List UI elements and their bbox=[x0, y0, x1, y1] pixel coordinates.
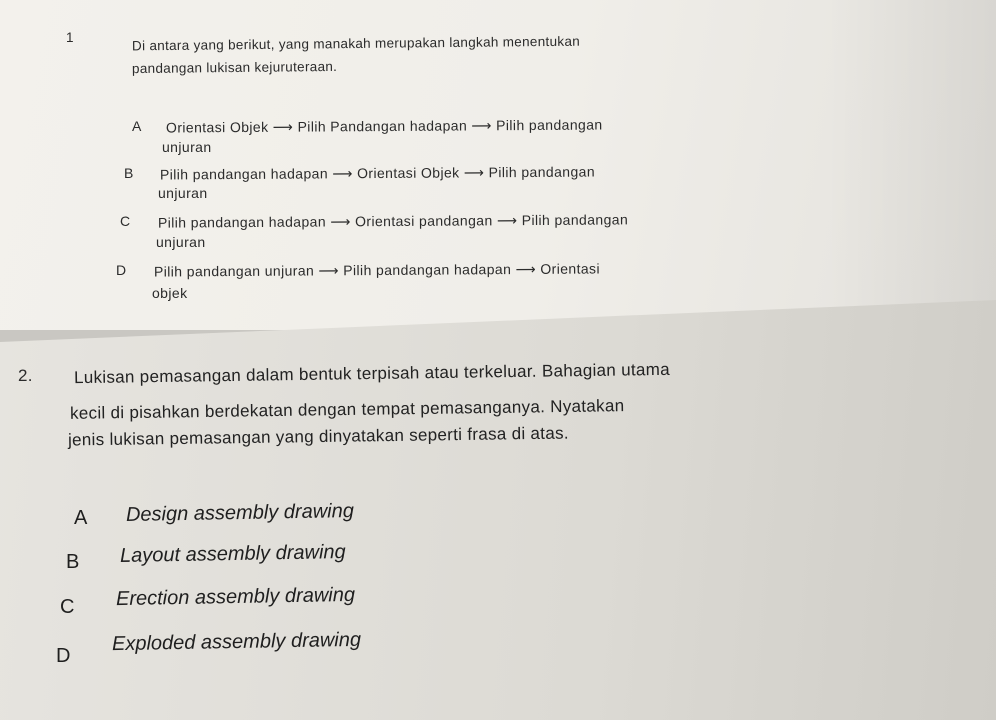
question-1-option-b-line2: unjuran bbox=[158, 185, 208, 201]
question-1-option-d-line2: objek bbox=[152, 285, 188, 301]
question-2-text-line1: Lukisan pemasangan dalam bentuk terpisah atau terkeluar. Bahagian utama bbox=[73, 359, 671, 388]
question-2-option-d-text: Exploded assembly drawing bbox=[111, 628, 362, 656]
question-1-option-c-line1: Pilih pandangan hadapan ⟶ Orientasi pandangan ⟶ Pilih pandangan bbox=[157, 211, 629, 231]
question-1-option-a-line2: unjuran bbox=[162, 139, 212, 155]
question-1-option-d-letter: D bbox=[116, 262, 127, 278]
question-1-text-line2: pandangan lukisan kejuruteraan. bbox=[131, 58, 338, 77]
question-1-option-c-letter: C bbox=[120, 213, 131, 229]
question-1-text-line1: Di antara yang berikut, yang manakah merupakan langkah menentukan bbox=[131, 33, 581, 54]
question-2-number: 2. bbox=[18, 366, 33, 385]
question-1-option-a-line1: Orientasi Objek ⟶ Pilih Pandangan hadapan ⟶ Pilih pandangan bbox=[165, 116, 603, 136]
question-1-option-b-letter: B bbox=[124, 165, 134, 181]
question-1-number: 1 bbox=[66, 30, 74, 45]
question-2-option-b-letter: B bbox=[66, 551, 80, 573]
question-2-option-c-text: Erection assembly drawing bbox=[115, 583, 356, 611]
question-2-text-line2: kecil di pisahkan berdekatan dengan tempat pemasanganya. Nyatakan bbox=[69, 396, 625, 423]
question-1-option-c-line2: unjuran bbox=[156, 234, 206, 250]
question-1-option-b-line1: Pilih pandangan hadapan ⟶ Orientasi Objek ⟶ Pilih pandangan bbox=[159, 163, 596, 183]
question-2-option-a-text: Design assembly drawing bbox=[125, 500, 355, 526]
question-2-option-c-letter: C bbox=[60, 596, 75, 618]
question-2-option-d-letter: D bbox=[56, 645, 71, 667]
question-2-text-line3: jenis lukisan pemasangan yang dinyatakan seperti frasa di atas. bbox=[67, 423, 569, 450]
question-2-option-b-text: Layout assembly drawing bbox=[119, 541, 346, 567]
question-2-option-a-letter: A bbox=[74, 507, 88, 529]
question-1-option-d-line1: Pilih pandangan unjuran ⟶ Pilih pandangan hadapan ⟶ Orientasi bbox=[153, 260, 601, 280]
question-1-option-a-letter: A bbox=[132, 118, 142, 134]
